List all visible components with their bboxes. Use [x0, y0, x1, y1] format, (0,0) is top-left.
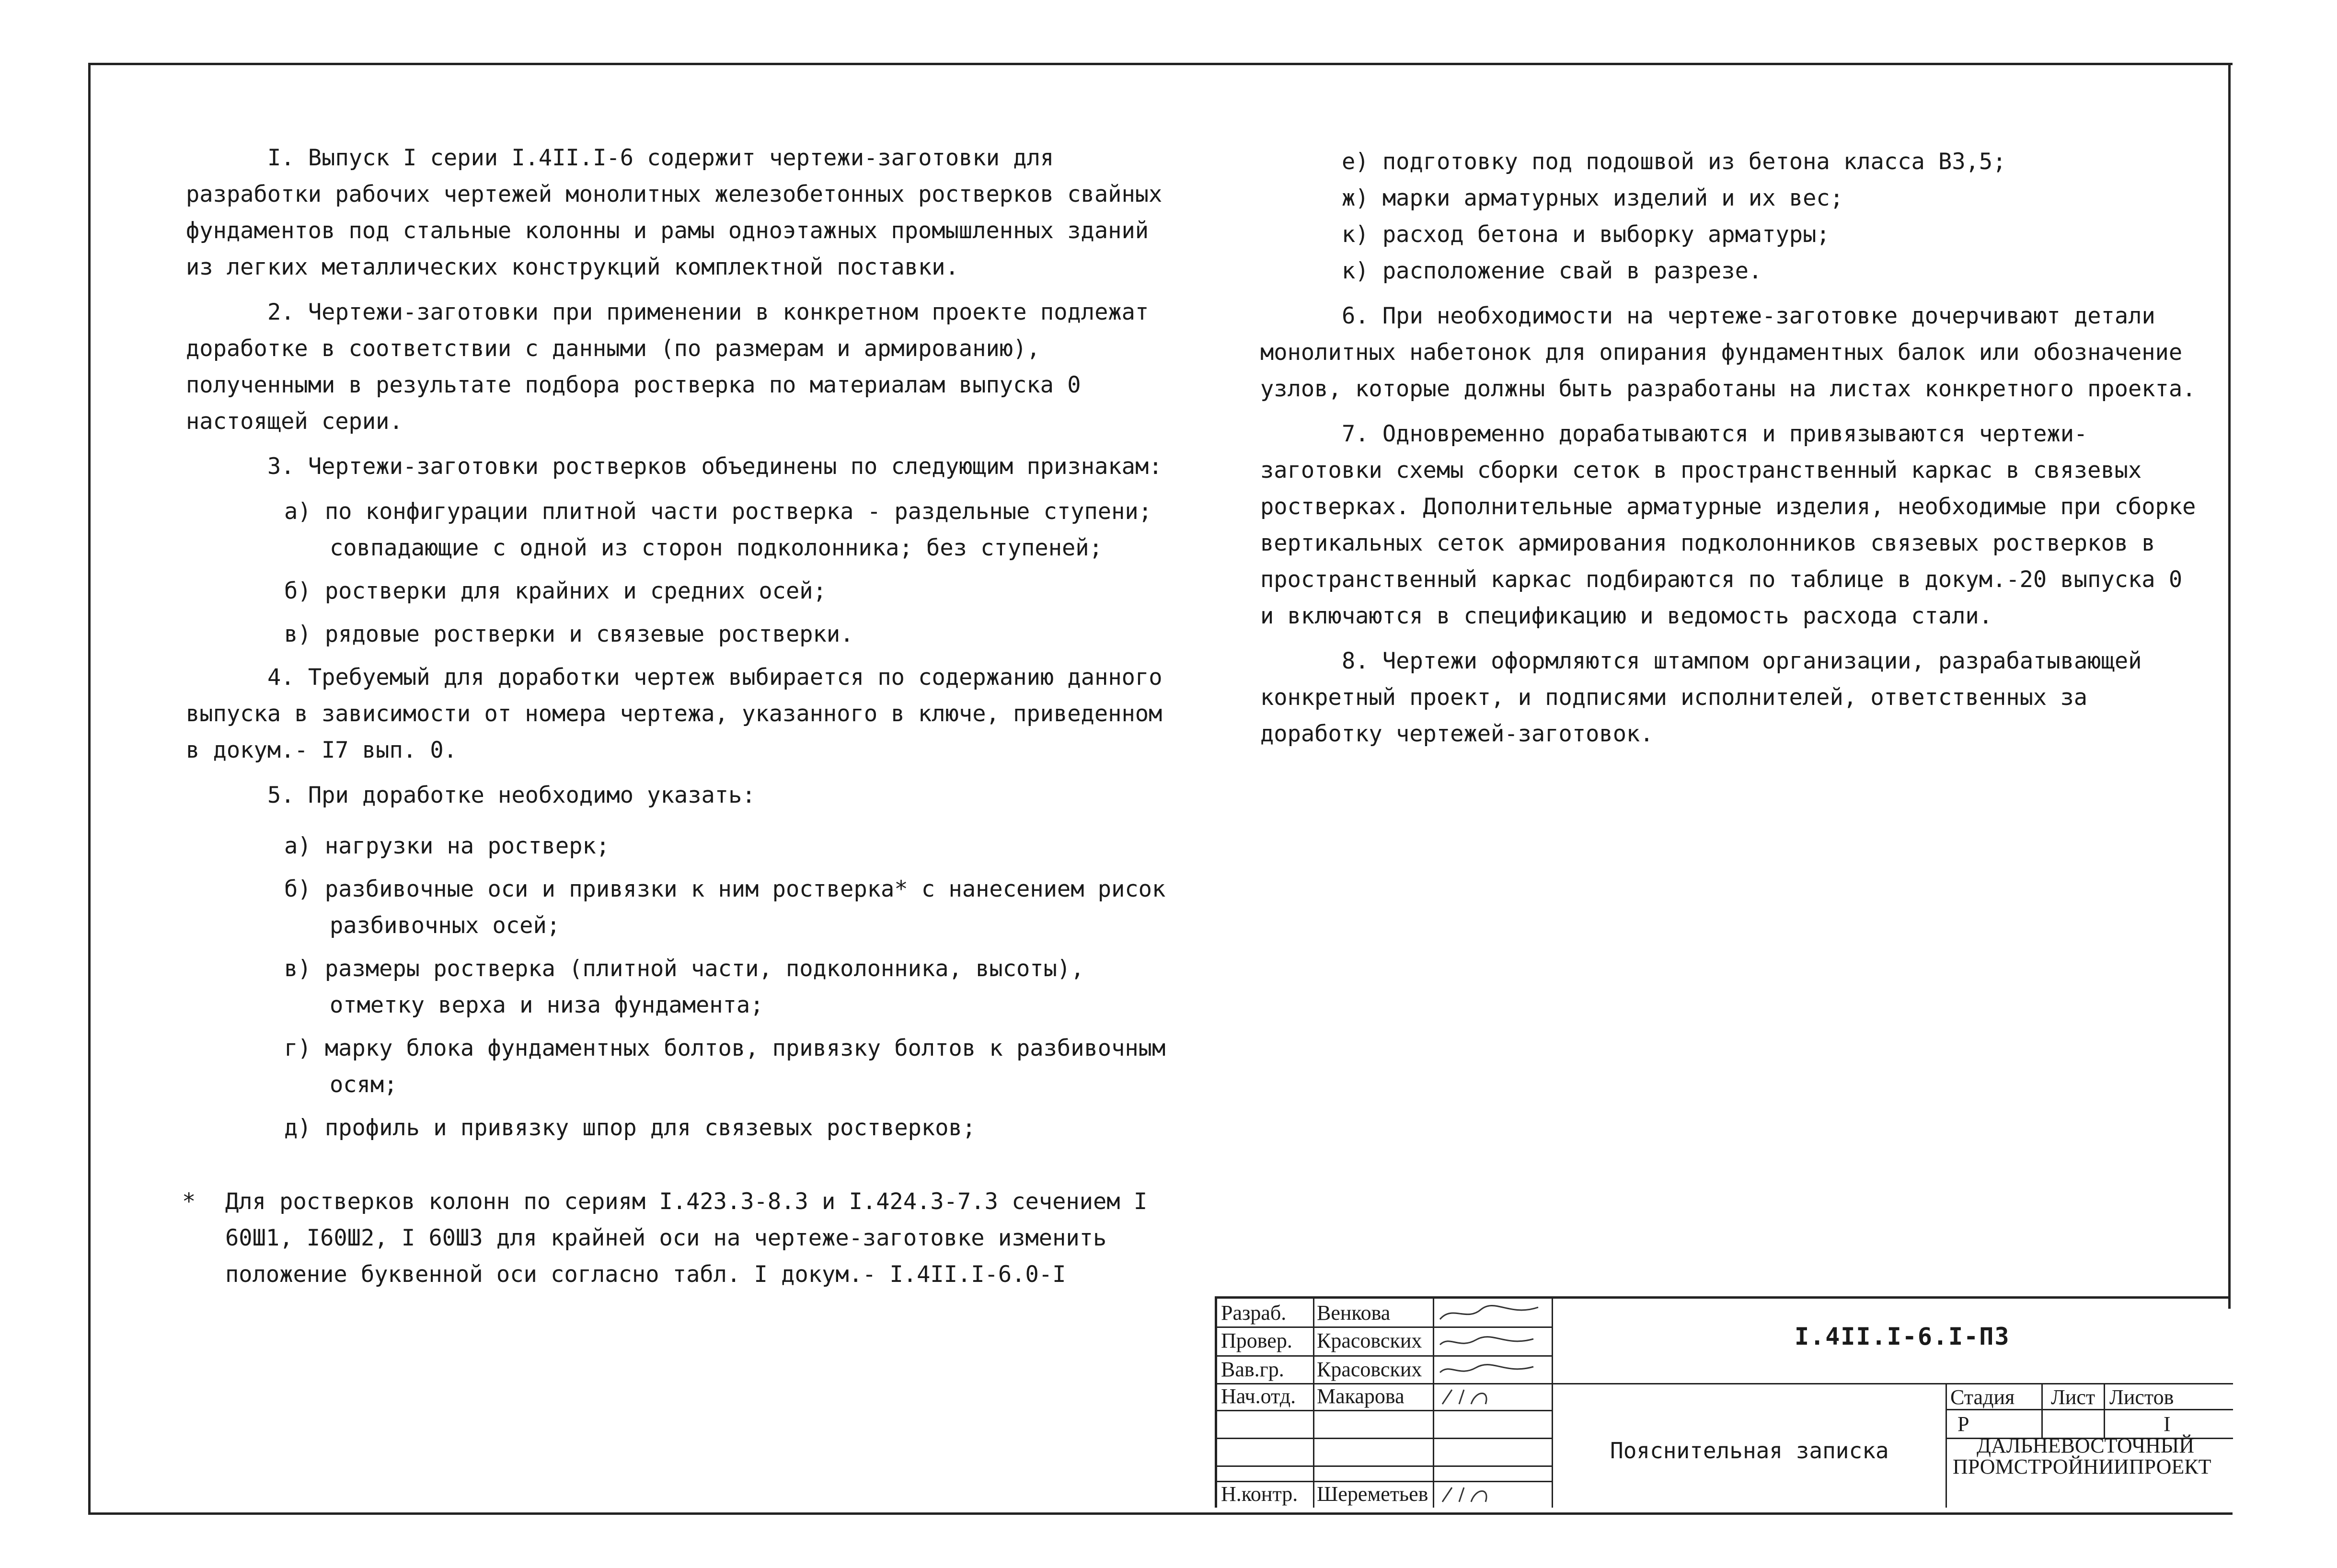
paragraph-5f: е) подготовку под подошвой из бетона класса В3,5; — [1342, 149, 2006, 175]
paragraph-6: 6. При необходимости на чертеже-заготовке дочерчивают детали монолитных набетонок для опирания фундаментных балок или обозначение узлов, которые должны быть разработаны на листах конкретного проекта. — [1260, 303, 2196, 402]
paragraph-5b: б) разбивочные оси и привязки к ним ростверка* с нанесением рисок разбивочных осей; — [284, 876, 1166, 939]
document-code: I.4II.I-6.I-ПЗ — [1795, 1323, 2010, 1350]
paragraph-5e: д) профиль и привязку шпор для связевых ростверков; — [284, 1115, 976, 1141]
stage-header: Стадия — [1950, 1385, 2015, 1409]
role-developer: Разраб. — [1221, 1301, 1287, 1325]
role-dept-head: Нач.отд. — [1221, 1384, 1296, 1408]
signature-checker — [1438, 1330, 1543, 1354]
footnote-text: Для ростверков колонн по сериям I.423.3-8.3 и I.424.3-7.3 сечением I 60Ш1, I60Ш2, I 60Ш3 для крайней оси на чертеже-заготовке изменить положение буквенной оси согласно табл. I докум.- I.4II.I-6.0-I — [225, 1188, 1148, 1288]
paragraph-5i: к) расположение свай в разрезе. — [1342, 258, 1762, 284]
paragraph-7: 7. Одновременно дорабатываются и привязываются чертежи-заготовки схемы сборки сеток в пространственный каркас в связевых ростверках. Дополнительные арматурные изделия, необходимые при сборке вертикальных сеток армирования подколонников связевых ростверков в пространственный каркас подбираются по таблице в докум.-20 выпуска 0 и включаются в спецификацию и ведомость расхода стали. — [1260, 421, 2196, 629]
paragraph-4: 4. Требуемый для доработки чертеж выбирается по содержанию данного выпуска в зависимости от номера чертежа, указанного в ключе, приведенном в докум.- I7 вып. 0. — [186, 664, 1163, 763]
paragraph-5h: к) расход бетона и выборку арматуры; — [1342, 221, 1830, 248]
paragraph-8: 8. Чертежи оформляются штампом организации, разрабатывающей конкретный проект, и подписями исполнителей, ответственных за доработку чертежей-заготовок. — [1260, 648, 2142, 747]
paragraph-3b: б) ростверки для крайних и средних осей; — [284, 578, 827, 604]
sheets-header: Листов — [2109, 1385, 2174, 1409]
paragraph-2: 2. Чертежи-заготовки при применении в конкретном проекте подлежат доработке в соответствии с данными (по размерам и армированию), полученными в результате подбора ростверка по материалам выпуска 0 настоящей серии. — [186, 299, 1149, 435]
name-developer: Венкова — [1317, 1301, 1391, 1325]
signature-developer — [1438, 1303, 1543, 1326]
document-title: Пояснительная записка — [1610, 1438, 1889, 1464]
signature-dept-head — [1438, 1385, 1543, 1409]
role-checker: Провер. — [1221, 1329, 1292, 1352]
footnote — [182, 1184, 1188, 1293]
organization-line-2: ПРОМСТРОЙНИИПРОЕКТ — [1953, 1455, 2211, 1478]
role-group-head: Вав.гр. — [1221, 1358, 1284, 1381]
paragraph-5: 5. При доработке необходимо указать: — [267, 782, 756, 808]
name-norm-control: Шереметьев — [1317, 1482, 1428, 1506]
stage-value: Р — [1957, 1412, 1969, 1436]
left-text-column — [186, 140, 1183, 1153]
title-block — [1215, 1296, 2231, 1508]
sheet-header: Лист — [2051, 1385, 2095, 1409]
signature-group-head — [1438, 1358, 1543, 1382]
paragraph-3: 3. Чертежи-заготовки ростверков объединены по следующим признакам: — [267, 453, 1163, 480]
organization-line-1: ДАЛЬНЕВОСТОЧНЫЙ — [1977, 1434, 2195, 1457]
name-checker: Красовских — [1317, 1329, 1422, 1352]
paragraph-3c: в) рядовые ростверки и связевые ростверки. — [284, 621, 854, 647]
organization-name — [1953, 1435, 2211, 1477]
role-norm-control: Н.контр. — [1221, 1482, 1298, 1506]
paragraph-3a: а) по конфигурации плитной части ростверка - раздельные ступени; совпадающие с одной из сторон подколонника; без ступеней; — [284, 498, 1152, 561]
name-group-head: Красовских — [1317, 1358, 1422, 1381]
right-text-column — [1260, 144, 2209, 761]
paragraph-5c: в) размеры ростверка (плитной части, подколонника, высоты), отметку верха и низа фундамента; — [284, 956, 1084, 1018]
paragraph-1: I. Выпуск I серии I.4II.I-6 содержит чертежи-заготовки для разработки рабочих чертежей монолитных железобетонных ростверков свайных фундаментов под стальные колонны и рамы одноэтажных промышленных зданий из легких металлических конструкций комплектной поставки. — [186, 145, 1163, 280]
paragraph-5a: а) нагрузки на ростверк; — [284, 833, 610, 859]
sheets-value: I — [2164, 1412, 2171, 1436]
signature-norm-control — [1438, 1483, 1543, 1507]
paragraph-5g: ж) марки арматурных изделий и их вес; — [1342, 185, 1843, 211]
paragraph-5d: г) марку блока фундаментных болтов, привязку болтов к разбивочным осям; — [284, 1035, 1166, 1098]
name-dept-head: Макарова — [1317, 1384, 1405, 1408]
drawing-frame-right-edge — [2228, 63, 2231, 1309]
footnote-mark: * — [182, 1188, 196, 1215]
